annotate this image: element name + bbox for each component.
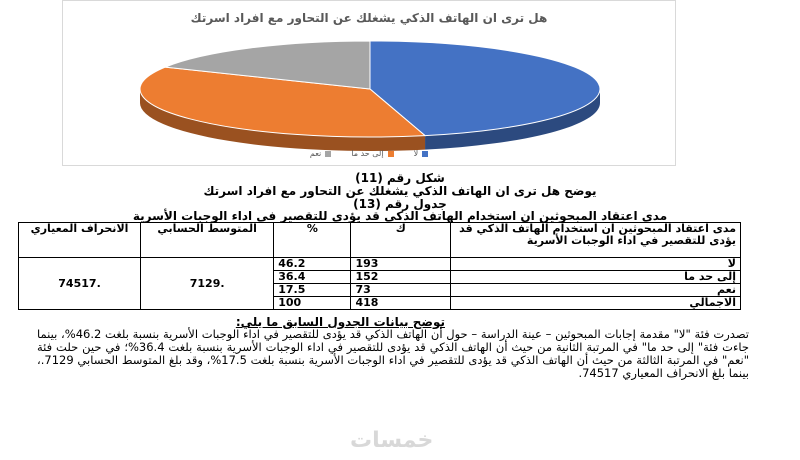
mean-value: .7129 bbox=[141, 258, 274, 310]
legend-label: لا bbox=[413, 149, 419, 158]
row-k: 418 bbox=[351, 297, 451, 310]
row-label: نعم bbox=[451, 284, 741, 297]
row-pct: 36.4 bbox=[274, 271, 351, 284]
header-label: مدى اعتقاد المبحوثين ان استخدام الهاتف الذكي قد يؤدى للتقصير في اداء الوجبات الأسرية bbox=[451, 223, 741, 258]
watermark-logo: خمسات bbox=[350, 428, 434, 453]
row-label: الاجمالي bbox=[451, 297, 741, 310]
pie-chart-panel bbox=[62, 0, 676, 166]
legend-swatch bbox=[422, 151, 428, 157]
legend-item-no bbox=[414, 149, 429, 158]
header-sd: الانحراف المعياري bbox=[19, 223, 141, 258]
data-table bbox=[18, 222, 741, 310]
row-pct: 17.5 bbox=[274, 284, 351, 297]
figure-description: يوضح هل ترى ان الهاتف الذكي يشغلك عن التحاور مع افراد اسرتك bbox=[203, 184, 597, 198]
pie-chart bbox=[63, 1, 677, 167]
row-k: 152 bbox=[351, 271, 451, 284]
legend-item-somewhat bbox=[351, 149, 393, 158]
legend-item-yes bbox=[310, 149, 331, 158]
chart-title: هل ترى ان الهاتف الذكي يشغلك عن التحاور مع افراد اسرتك bbox=[190, 11, 548, 25]
legend-swatch bbox=[325, 151, 331, 157]
header-pct: % bbox=[274, 223, 351, 258]
header-mean: المتوسط الحسابي bbox=[141, 223, 274, 258]
row-label: لا bbox=[451, 258, 741, 271]
row-k: 193 bbox=[351, 258, 451, 271]
chart-legend bbox=[63, 149, 675, 158]
table-number: جدول رقم (13) bbox=[353, 197, 447, 211]
table-title: مدى اعتقاد المبحوثين ان استخدام الهاتف الذكي قد يؤدى للتقصير في اداء الوجبات الأسرية bbox=[132, 209, 668, 223]
table-row bbox=[19, 258, 741, 271]
explanation-paragraph: تصدرت فئة "لا" مقدمة إجابات المبحوثين – عينة الدراسة – حول أن الهاتف الذكي قد يؤدى للتقصير في اداء الوجبات الأسرية بنسبة بلغت 46.2%، بينما جاءت فئة" إلى حد ما" في المرتبة الثانية من حيث أن الهاتف الذكي قد يؤدى للتقصير في اداء الوجبات الأسرية بنسبة بلغت 36.4%؛ في حين حلت فئة "نعم" في المرتبة الثالثة من حيث أن الهاتف الذكي قد يؤدى للتقصير في اداء الوجبات الأسرية بنسبة بلغت 17.5%، وقد بلغ المتوسط الحسابي 7129.، بينما بلغ الانحراف المعياري 74517. bbox=[37, 327, 750, 380]
row-pct: 46.2 bbox=[274, 258, 351, 271]
row-k: 73 bbox=[351, 284, 451, 297]
legend-swatch bbox=[388, 151, 394, 157]
row-label: إلى حد ما bbox=[451, 271, 741, 284]
table-header-row bbox=[19, 223, 741, 258]
legend-label: إلى حد ما bbox=[351, 149, 384, 158]
figure-number: شكل رقم (11) bbox=[355, 171, 445, 185]
explanation-heading: توضح بيانات الجدول السابق ما يلي: bbox=[235, 315, 445, 329]
legend-label: نعم bbox=[309, 149, 322, 158]
row-pct: 100 bbox=[274, 297, 351, 310]
header-k: ك bbox=[351, 223, 451, 258]
sd-value: .74517 bbox=[19, 258, 141, 310]
